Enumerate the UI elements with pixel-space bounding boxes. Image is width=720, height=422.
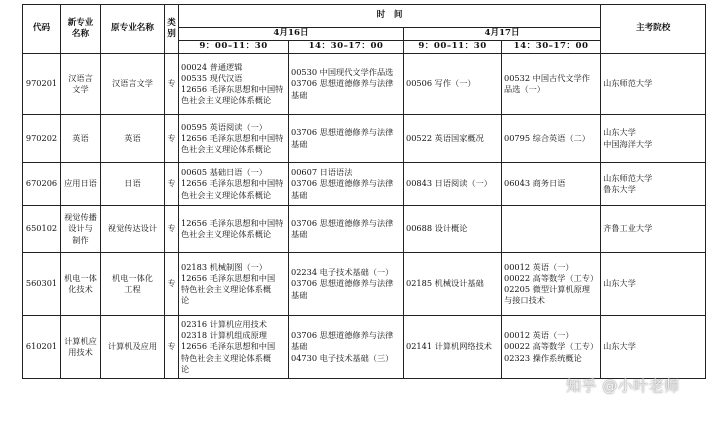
cell-day1-pm <box>289 253 404 316</box>
cell-day1-am-line: 特色社会主义理论体系概 <box>181 352 272 363</box>
cell-level: 专 <box>165 253 179 316</box>
header-level-char: 类 <box>167 17 176 28</box>
cell-school-line: 山东大学 <box>603 127 636 138</box>
cell-old-major-line: 视觉传达设计 <box>107 223 158 234</box>
header-code: 代码 <box>23 5 61 54</box>
cell-day1-am-line: 论 <box>181 295 190 306</box>
cell-day1-pm-line: 基础 <box>291 189 308 200</box>
cell-old-major <box>101 163 165 206</box>
header-level-char: 别 <box>167 29 176 39</box>
cell-level: 专 <box>165 54 179 115</box>
cell-day1-am-line: 12656 毛泽东思想和中国特 <box>181 217 284 228</box>
cell-day1-am-line: 论 <box>181 363 190 374</box>
cell-day1-pm-line: 03706 思想道德修养与法律 <box>291 217 394 228</box>
cell-day2-am <box>404 316 502 379</box>
cell-old-major-line: 汉语言文学 <box>112 78 153 89</box>
cell-day1-pm-line: 04730 电子技术基础（三） <box>291 352 394 363</box>
cell-code: 610201 <box>23 316 61 379</box>
cell-new-major <box>61 54 101 115</box>
cell-new-major <box>61 163 101 206</box>
cell-day1-am-line: 02318 计算机组成原理 <box>181 330 267 341</box>
cell-old-major <box>101 115 165 163</box>
cell-day2-am-line: 00506 写作（一） <box>406 78 476 89</box>
cell-old-major <box>101 206 165 253</box>
cell-day2-am <box>404 206 502 253</box>
cell-day1-am <box>179 54 289 115</box>
cell-new-major-line: 用技术 <box>68 347 93 357</box>
cell-day2-pm-line: 02323 操作系统概论 <box>504 352 582 363</box>
cell-day2-am <box>404 163 502 206</box>
header-day1-pm: 14：30–17：00 <box>289 41 404 54</box>
cell-day2-pm-line: 品选（一） <box>504 84 545 94</box>
header-time <box>179 5 601 28</box>
cell-new-major <box>61 316 101 379</box>
cell-day1-am-line: 色社会主义理论体系概论 <box>181 144 272 155</box>
table-row <box>23 316 706 379</box>
cell-day1-am <box>179 316 289 379</box>
cell-new-major-line: 应用日语 <box>64 178 97 189</box>
cell-day1-am-line: 02316 计算机应用技术 <box>181 318 267 329</box>
header-new-major-line: 名称 <box>71 29 90 39</box>
cell-day1-pm-line: 03706 思想道德修养与法律 <box>291 278 394 289</box>
cell-day2-am <box>404 54 502 115</box>
exam-schedule-wrapper <box>22 4 706 379</box>
cell-new-major-line: 制作 <box>72 234 89 245</box>
cell-day2-am <box>404 115 502 163</box>
cell-code: 970201 <box>23 54 61 115</box>
table-row <box>23 206 706 253</box>
cell-day1-am-line: 02183 机械制图（一） <box>181 261 267 272</box>
cell-old-major <box>101 253 165 316</box>
cell-day2-am-line: 00522 英语国家概况 <box>406 132 484 143</box>
cell-old-major-line: 计算机及应用 <box>107 341 158 352</box>
cell-new-major-line: 计算机应 <box>64 335 97 346</box>
cell-day1-am-line: 12656 毛泽东思想和中国特 <box>181 84 284 94</box>
cell-new-major-line: 视觉传播 <box>64 212 97 223</box>
cell-school-line: 山东师范大学 <box>603 172 653 183</box>
cell-day2-am <box>404 253 502 316</box>
cell-school-line: 山东师范大学 <box>603 78 653 89</box>
header-old-major: 原专业名称 <box>101 5 165 54</box>
cell-new-major-line: 设计与 <box>68 223 93 234</box>
cell-old-major-line: 工程 <box>124 284 141 294</box>
exam-schedule-body <box>23 54 706 379</box>
cell-day2-pm <box>502 163 601 206</box>
cell-school <box>601 316 706 379</box>
cell-day1-am-line: 特色社会主义理论体系概 <box>181 284 272 294</box>
cell-day1-am-line: 色社会主义理论体系概论 <box>181 229 272 239</box>
cell-day1-am-line: 00535 现代汉语 <box>181 72 243 83</box>
cell-old-major <box>101 316 165 379</box>
header-time-label: 时 间 <box>376 10 403 21</box>
cell-day1-am-line: 00605 基础日语（一） <box>181 167 267 178</box>
cell-new-major <box>61 253 101 316</box>
cell-day1-am <box>179 206 289 253</box>
header-day2-am: 9：00–11：30 <box>404 41 502 54</box>
header-day1: 4月16日 <box>179 28 404 41</box>
cell-day1-am <box>179 163 289 206</box>
cell-day2-am-line: 02141 计算机网络技术 <box>406 341 492 352</box>
cell-day1-am <box>179 115 289 163</box>
cell-level: 专 <box>165 316 179 379</box>
cell-code: 560301 <box>23 253 61 316</box>
cell-old-major-line: 英语 <box>124 132 141 143</box>
header-day2-pm: 14：30–17：00 <box>502 41 601 54</box>
cell-code: 970202 <box>23 115 61 163</box>
cell-school <box>601 206 706 253</box>
table-row <box>23 163 706 206</box>
cell-day1-am-line: 00024 普通逻辑 <box>181 61 243 72</box>
cell-day1-am-line: 12656 毛泽东思想和中国 <box>181 341 276 352</box>
cell-new-major-line: 化技术 <box>68 284 93 294</box>
cell-day1-am-line: 12656 毛泽东思想和中国特 <box>181 178 284 189</box>
cell-school <box>601 163 706 206</box>
cell-day1-pm-line: 00530 中国现代文学作品选 <box>291 67 394 78</box>
cell-old-major <box>101 54 165 115</box>
cell-day1-pm-line: 03706 思想道德修养与法律 <box>291 78 394 89</box>
cell-new-major-line: 文学 <box>72 84 89 94</box>
cell-day1-pm-line: 基础 <box>291 341 308 352</box>
cell-new-major-line: 英语 <box>72 132 89 143</box>
cell-day1-pm-line: 基础 <box>291 138 308 149</box>
table-row <box>23 54 706 115</box>
cell-level: 专 <box>165 115 179 163</box>
header-level <box>165 5 179 54</box>
cell-day1-am-line: 12656 毛泽东思想和中国特 <box>181 132 284 143</box>
cell-school-line: 山东大学 <box>603 278 636 289</box>
cell-school <box>601 54 706 115</box>
table-row <box>23 115 706 163</box>
cell-day2-am-line: 00688 设计概论 <box>406 223 468 234</box>
table-row <box>23 253 706 316</box>
cell-old-major-line: 机电一体化 <box>112 272 153 283</box>
cell-school-line: 中国海洋大学 <box>603 138 653 149</box>
cell-day2-am-line: 02185 机械设计基础 <box>406 278 484 289</box>
cell-day2-am-line: 00843 日语阅读（一） <box>406 178 492 189</box>
cell-day1-pm-line: 基础 <box>291 89 308 100</box>
cell-day1-pm-line: 00607 日语语法 <box>291 167 353 178</box>
exam-schedule-table <box>22 4 706 379</box>
zhihu-watermark: 知乎 @小叶老师 <box>566 377 680 395</box>
cell-new-major-line: 机电一体 <box>64 272 97 283</box>
cell-day1-pm <box>289 54 404 115</box>
cell-day1-pm <box>289 115 404 163</box>
header-school: 主考院校 <box>601 5 706 54</box>
cell-new-major-line: 汉语言 <box>68 72 93 83</box>
cell-day2-pm <box>502 316 601 379</box>
cell-school <box>601 253 706 316</box>
header-day2: 4月17日 <box>404 28 601 41</box>
cell-day1-am-line: 00595 英语阅读（一） <box>181 121 267 132</box>
cell-day2-pm-line: 06043 商务日语 <box>504 178 566 189</box>
cell-day1-pm-line: 基础 <box>291 289 308 300</box>
cell-level: 专 <box>165 163 179 206</box>
cell-code: 670206 <box>23 163 61 206</box>
cell-day2-pm-line: 与接口技术 <box>504 295 545 306</box>
cell-day2-pm-line: 02205 微型计算机原理 <box>504 284 590 294</box>
cell-school-line: 山东大学 <box>603 341 636 352</box>
cell-day1-pm-line: 03706 思想道德修养与法律 <box>291 127 394 138</box>
cell-day1-am-line: 色社会主义理论体系概论 <box>181 189 272 200</box>
cell-day1-pm-line: 03706 思想道德修养与法律 <box>291 178 394 189</box>
cell-day2-pm-line: 00022 高等数学（工专） <box>504 272 599 283</box>
header-new-major-line: 新专业 <box>67 17 94 28</box>
cell-day2-pm-line: 00022 高等数学（工专） <box>504 341 599 352</box>
cell-day1-am-line: 色社会主义理论体系概论 <box>181 95 272 106</box>
cell-day2-pm <box>502 206 601 253</box>
cell-new-major <box>61 115 101 163</box>
cell-day1-pm <box>289 163 404 206</box>
header-day1-am: 9：00–11：30 <box>179 41 289 54</box>
cell-day2-pm-line: 00012 英语（一） <box>504 330 574 341</box>
cell-level: 专 <box>165 206 179 253</box>
cell-code: 650102 <box>23 206 61 253</box>
cell-new-major <box>61 206 101 253</box>
header-new-major <box>61 5 101 54</box>
cell-day1-pm-line: 基础 <box>291 229 308 239</box>
cell-day1-pm-line: 02234 电子技术基础（一） <box>291 267 394 278</box>
cell-day1-pm-line: 03706 思想道德修养与法律 <box>291 330 394 341</box>
cell-day2-pm <box>502 54 601 115</box>
cell-day2-pm <box>502 253 601 316</box>
cell-day2-pm-line: 00012 英语（一） <box>504 261 574 272</box>
cell-school <box>601 115 706 163</box>
cell-old-major-line: 日语 <box>124 178 141 189</box>
cell-school-line: 齐鲁工业大学 <box>603 223 653 234</box>
cell-day1-pm <box>289 206 404 253</box>
cell-school-line: 鲁东大学 <box>603 184 636 194</box>
cell-day2-pm-line: 00532 中国古代文学作 <box>504 72 590 83</box>
cell-day2-pm <box>502 115 601 163</box>
cell-day1-am <box>179 253 289 316</box>
cell-day1-pm <box>289 316 404 379</box>
cell-day2-pm-line: 00795 综合英语（二） <box>504 132 590 143</box>
cell-day1-am-line: 12656 毛泽东思想和中国 <box>181 272 276 283</box>
